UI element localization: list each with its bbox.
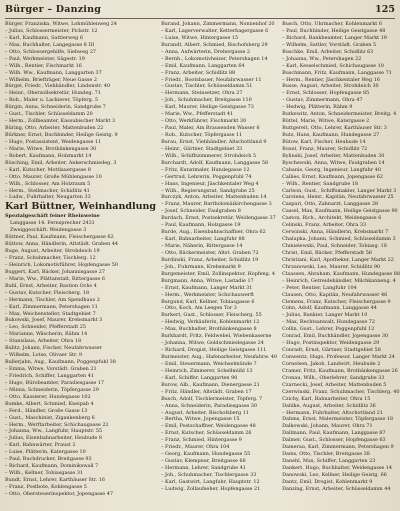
directory-entry: Busch, Adolf, Tischlermeister, Töpferg. 7 [161,395,263,402]
directory-entry: Dankert, Hugo, Buchhalter, Weidengasse 14 [282,465,393,471]
directory-entry: Caston, Rich., Architekt, Weidengasse 6 [282,215,382,222]
directory-entry: – Wilh., Regierungsrat, Sandgrube 25 [161,187,255,194]
directory-entry: – Wilhelm, Briefträger, Neue Gasse 2 [5,76,97,83]
directory-entry: Büttner, Paul, Kaufmann, Fleischergasse 62 [5,234,114,241]
directory-entry: – Heinrich, Getreidehändler, Milchkanneng. 4 [282,277,396,284]
directory-entry: Bullerjahn, Aug., Kaufmann, Poggenpfuhl 38 [5,359,116,366]
directory-entry: – Karl, Kutscher, Mottlauergasse 8 [5,166,91,173]
directory-entry: – Heinrich, Lokomotivführer, Hopfengasse 50 [5,261,118,268]
directory-entry: Buschmann, Fritz, Kaufmann, Langgasse 71 [282,69,392,76]
directory-entry: Burand, Johann, Zimmermann, Nonnenhof 20 [161,21,275,27]
directory-entry: – Franz, Postbote, Kohlengasse 5 [5,483,87,490]
directory-entry: Clemens, Franz, Kutscher, Fleischergasse 9 [282,298,391,305]
directory-entry: – Gustav, Tischler, Schüsseldamm 51 [161,83,253,90]
directory-entry: – Hedwig, Verkäuferin, Kohlenmarkt 12 [161,319,260,326]
directory-entry: Bürkner, Ernst, Buchbinder, Heilige Geistg. 9 [5,132,118,138]
directory-entry: – Julius, Bankier, Langer Markt 10 [282,312,368,319]
directory-entry: Burgund, Karl, Kellner, Tobiasgasse 6 [161,298,255,305]
directory-entry: Christ, Emil, Bäcker, Pfefferstadt 56 [282,249,372,256]
directory-entry: Conradt, Ernst, Gärtner, Stadtgebiet 58 [282,347,381,354]
directory-entry: – Karl, Kaufmann, Sattlerweg 6 [5,34,83,41]
directory-entry: – Minna, Schneiderin, Töpfergasse 29 [5,386,99,393]
directory-entry: – Leo, Schneider, Pfefferstadt 25 [5,324,86,331]
directory-entry: Butz, Hans, Kaufmann, Hundegasse 27 [282,132,380,138]
directory-entry: – Josef, Schneider, Faulgraben 8 [161,208,241,215]
directory-entry: – Hugo, Bürobeamter, Paradiesgasse 17 [5,379,105,386]
directory-entry: – Robert, Kaufmann, Holzmarkt 14 [5,152,92,159]
directory-entry: Chalupka, Johann, Schmied, Schüsseldamm 3 [282,236,396,243]
directory-entry: Dahms, Ernst, Malermeister, Töpfergasse 18 [282,416,394,423]
directory-entry: – Paul, Maler, Am Brausenden Wasser 6 [161,125,260,132]
directory-entry: Burgmann, Anna, Witwe, Lastadie 17 [161,277,254,284]
directory-entry: – Peter, Rentier, Langfuhr 104 [282,284,357,291]
directory-entry: – Max, Buchhalter, Langegasse 8 III [5,41,95,48]
directory-entry: Dams, Otto, Tischler, Breitgasse 38 [282,451,370,458]
directory-entry: – Emil, Kaufmann, Langgarten 64 [161,62,245,69]
directory-entry: – Otto, Bäckermeister, Altst. Graben 72 [161,249,259,256]
directory-entry: – Heinrich, Zimmerer, Schellmühl 13 [161,367,253,374]
directory-entry: – Marianne, Wäscherin, Rähm 14 [5,331,88,338]
column-right [282,21,400,509]
directory-entry: – Hugo, Postinspektor, Weidengasse 29 [282,340,380,347]
directory-entry: – Heinr., Oberzollsekretär, Hundeg. 71 [5,90,101,97]
directory-entry: Buggert, Karl, Bäcker, Johannisgasse 27 [5,268,105,275]
directory-entry: Bumke, Albert, Schmied, Kneipab 4 [5,400,94,407]
directory-entry: Damerau, Karl, Zimmermann, Petershagen 9 [282,444,394,451]
directory-entry: – Marie, Ww., Pfefferstadt 41 [161,111,234,118]
directory-entry: – Gust., Maschinist, Zigankenberg 6 [5,414,95,421]
directory-entry: Burchardt, Adolf, Kaufmann, Langgasse 58 [161,159,269,166]
directory-entry: – Hedwig, Plätterin, Rähm 9 [282,104,353,111]
directory-entry: Langgasse 14. Fernsprecher 2431 [10,220,95,227]
directory-entry: Burau, Ernst, Viehhändler, Altschottland 9 [161,138,267,145]
directory-entry: – Johanna, Ww., Langfuhr, Hauptstr. 55 [5,428,103,435]
directory-entry: – Friedrich, Schiffer, Langgarten 41 [5,372,94,379]
directory-entry: Chrzanowski, Leo, Maurer, Schidlitz 90 [282,263,381,270]
directory-entry: Burde, Aug., Eisenbahnschaffner, Ohra 62 [161,229,266,236]
directory-entry: – Ludwig, Zollaufseher, Hopfengasse 21 [161,485,261,492]
directory-entry: – Emil, Steuermann, Weichselmünde 7 [161,360,257,367]
directory-entry: – Anna, Aufwärterin, Drehergasse 2 [161,48,251,55]
directory-entry: Burkert, Gust., Schlosser, Fleischerg. 55 [161,312,262,319]
directory-entry: – Joh., Schuhmacher, Tischlergasse 33 [161,471,257,478]
directory-entry: Claassen, Abraham, Kaufmann, Hundegasse 88 [282,270,400,277]
directory-entry: – Hermann, Steinsetzer, Ohra 27 [161,90,243,97]
directory-entry: – Karl, Bahnarbeiter, Langfuhr 88 [161,236,245,243]
directory-entry: – Anna, Schneiderin, Paradiesgasse 30 [161,402,258,409]
directory-entry: – Ferd., Händler, Große Gasse 13 [5,407,88,414]
directory-entry: – Herm., Rentier, Jäschkentaler Weg 16 [282,76,380,83]
directory-entry: Burmeister, Aug., Hafenarbeiter, Neufahrw. 40 [161,354,278,360]
directory-entry: Bürgel, Friedr., Viehhändler, Lindenstr. 40 [5,83,111,90]
directory-entry: Bürger, Franziska, Witwe, Lohmühlenweg 24 [5,21,117,27]
directory-entry: Callies, Ernst, Kaufmann, Jopengasse 62 [282,173,383,180]
directory-entry: Dantz, Emil, Drogist, Kohlenmarkt 9 [282,478,373,485]
directory-entry: – Wilh. Ww., Kaufmann, Langgarten 37 [5,69,102,76]
directory-entry: Dallmann, Paul, Kaufmann, Langgasse 87 [282,430,386,437]
directory-entry: Buttgereit, Otto, Lehrer, Karthäuser Str. 3 [282,125,387,132]
column-left [5,21,156,509]
directory-entry: – Ludw., Fuhrhalter, Neugarten 33 [5,194,91,201]
directory-entry: Karl Büttner, Weinhandlung [5,201,157,213]
directory-entry: Conwentz, Hugo, Professor, Langer Markt 24 [282,354,395,360]
directory-entry: – Karl, Schiffer, Langgarten 90 [161,374,238,381]
directory-entry: – Max, Buchhalter, Brotbänkengasse 8 [161,326,257,333]
directory-entry: Dalmer, Gust., Schlosser, Hopfengasse 63 [282,437,386,444]
directory-entry: Buhl, Ernst, Arbeiter, Bastion Ochs 4 [5,282,97,289]
directory-entry: Dalkowski, Johann, Maurer, Ohra 71 [282,423,373,430]
directory-entry: Burow, Alb., Kaufmann, Dienergasse 21 [161,381,260,388]
directory-entry: – Paul, Buchbinder, Heilige Geistgasse 48 [282,27,386,34]
directory-entry: Conrad, Emil, Buchhändler, Jopengasse 30 [282,333,389,340]
page-number: 125 [375,4,395,15]
directory-entry: Caspari, Otto, Zahnarzt, Langgasse 28 [282,201,379,208]
directory-entry: – Wilh., Schlosser, Am Holzraum 5 [5,180,91,187]
directory-entry: – Richard, Kaufmann, Dominikswall 7 [5,463,99,470]
directory-entry: – Marie, Ww., Plättanstalt, Rittergasse 6 [5,275,105,282]
directory-entry: – Franz, Schuhmacher, Tischlerg. 12 [5,255,96,261]
header-title: Bürger – Danzing [5,4,102,15]
directory-entry: – Wilh., Rentier, Sandgrube 18 [282,180,359,187]
directory-entry: – Karl, Zimmermann, Petershagen 11 [5,303,98,310]
directory-entry: Buschke, Emil, Arbeiter, Schidlitz 63 [282,48,374,55]
directory-entry: Cabanis, Georg, Ingenieur, Langfuhr 40 [282,166,381,173]
directory-entry: Czerwinski, Franz, Schuhmacher, Tischlerg. 40 [282,388,400,395]
directory-entry: – Georg, Kaufmann, Hundegasse 55 [161,451,251,458]
directory-entry: – Joh., Schuhmacher, Breitgasse 110 [161,97,252,104]
directory-entry: – Gust., Tischler, Schüsseldamm 20 [5,111,93,118]
directory-entry: – Karl, Kesselschmied, Schichaugasse 10 [282,62,384,69]
directory-entry: – Karl, Lagerverwalter, Ketterhagergasse 6 [161,27,269,34]
directory-entry: – Friedr., Maurer, Ohra 104 [161,444,230,451]
directory-entry: Collin, Gust., Lehrer, Poggenpfuhl 12 [282,326,375,333]
directory-entry: – Friedr., Bootsbauer, Neufahrwasser 11 [161,76,262,83]
directory-entry: – Paul, Buchdrucker, Breitgasse 93 [5,456,92,463]
directory-entry: – Otto, Schlossergehilfe, Siebweg 27 [5,48,97,55]
directory-entry: – August, Arbeiter, Bischofsberg 11 [161,409,249,416]
directory-entry: Byschewski, Anna, Witwe, Faulgraben 14 [282,159,385,166]
directory-entry: – Richard, Bankbeamter, Langer Markt 19 [282,34,387,41]
directory-entry: Bylinski, Josef, Arbeiter, Mattenbuden 30 [282,152,385,159]
directory-entry: Buxel, Franz, Maurer, Schidlitz 72 [282,145,368,152]
directory-entry: – Wilhelm, Lotse, Olivaer Str. 9 [5,352,83,359]
directory-entry: Burdinski, Franz, Arbeiter, Schidlitz 19 [161,256,259,263]
directory-entry: – Otto, Obersteuerinspektor, Jopengasse 47 [5,490,113,497]
directory-entry: – Ernst, Kutscher, Schüsseldamm 26 [161,430,252,437]
directory-entry: Clausen, Otto, Kapitän, Neufahrwasser 46 [282,291,388,298]
directory-entry: Burandt, Albert, Schmied, Bischofsberg 29 [161,41,268,48]
directory-entry: – Stanislaus, Arbeiter, Ohra 18 [5,338,82,345]
directory-entry: – Emil, Postschaffner, Weidengasse 48 [161,423,256,430]
directory-entry: – Ernst, Schlosser, Hopfengasse 85 [282,90,370,97]
directory-entry: Cerwinski, Anna, Händlerin, Krebsmarkt 7 [282,229,389,236]
directory-entry: – Herm., Stellmacher, Schidlitz 41 [5,187,90,194]
directory-entry: Spezialgeschäft feiner Rheinweine [5,213,100,220]
directory-entry: – Otto, Kassierer, Hundegasse 102 [5,393,91,400]
directory-entry: – Wilh., Kellner, Tobiasgasse 31 [5,470,84,477]
directory-entry: Christiani, Karl, Apotheker, Langer Markt 22 [282,256,394,263]
directory-entry: – Max, Weichensteller, Stadtgebiet 7 [5,310,96,317]
directory-entry: Bulitz, Johann, Fischer, Neufahrwasser [5,345,102,352]
directory-entry: – Wilhelm, Sattler, Vorstädt. Graben 5 [282,41,377,48]
directory-entry: Burgemeister, Emil, Zollinspektor, Hopfeng. 4 [161,270,276,277]
directory-entry: – Marie, Witwe, Brotbänkengasse 30 [5,145,97,152]
directory-entry: Dahlke, August, Arbeiter, Schidlitz 36 [282,402,376,409]
directory-entry: – Karl, Maurer, Heilige Geistgasse 73 [161,104,254,111]
directory-entry: Burkhardt, Fritz, Feldwebel, Wiebenkaserne [161,333,272,340]
directory-entry: – Richard, Drogist, Heilige Geistgasse 111 [161,347,267,354]
directory-entry: – Herm., Werftarbeiter, Schichaugasse 22 [5,421,109,428]
directory-entry: – Rob., Kutscher, Töpfergasse 11 [161,132,243,138]
directory-entry: Büring, Otto, Arbeiter, Mattenbuden 22 [5,125,104,132]
directory-entry: – Paul, Kaufmann, Holzgasse 19 [161,222,241,229]
directory-entry: – Otto, Koch, Am Leegen Tor 3 [161,305,237,312]
directory-entry: – Karl, Bahnwärter, Praust 2 [5,442,76,449]
directory-entry: Busch, Otto, Uhrmacher, Kohlenmarkt 6 [282,21,382,27]
directory-entry: Bütow, Karl, Fischer, Heubude 14 [282,138,366,145]
directory-entry: – Hans, Ingenieur, Jäschkentaler Weg 4 [161,180,259,187]
directory-entry: Cornelsen, Jakob, Landwirt, Heubude 2 [282,360,381,367]
directory-entry: – Hermann, Lehrer, Sandgrube 41 [161,465,246,471]
directory-entry: Cronau, Wilh., Oberlehrer, Sandgrube 33 [282,374,385,381]
directory-entry: Burdach, Ernst, Postsekretär, Weidengasse 37 [161,215,276,222]
directory-entry: Zweiggeschäft: Weidengasse 3 [10,227,87,234]
directory-entry: Büttel, Marie, Witwe, Katergasse 2 [282,118,370,125]
directory-entry: – Julius, Eisenbahnarbeiter, Heubude 8 [5,435,102,442]
directory-entry: Bürgin, Anna, Schneiderin, Sandgrube 7 [5,104,106,111]
directory-entry: – Paul, Werkmeister, Sägestr. 19 [5,55,85,62]
directory-entry: – Max, Rechtsanwalt, Hundegasse 72 [282,319,375,326]
directory-entry: – Julius, Schlossermeister, Pickstr. 12 [5,27,98,34]
directory-entry: – Franz, Schmied, Hintergasse 9 [161,437,242,444]
directory-columns [5,21,400,509]
directory-entry: – Gustav, Klempner, Breitgasse 66 [161,458,246,465]
directory-entry: – Marie, Näherin, Rittergasse 14 [161,243,243,249]
directory-entry: – Emma, Witwe, Vorstädt. Graben 21 [5,366,97,372]
directory-entry: Carlson, Gust., Schiffsmakler, Langer Markt 3 [282,187,397,194]
directory-entry: – Franz, Arbeiter, Schidlitz 88 [161,69,236,76]
directory-entry: Burczyk, Anton, Arbeiter, Mattenbuden 14 [161,194,267,201]
directory-entry: Buge, August, Arbeiter, Strohdeich 19 [5,248,100,255]
directory-entry: – Hermann, Fuhrhalter, Altschottland 21 [282,409,383,416]
directory-entry: Büttow, Anna, Händlerin, Altstädt. Graben 44 [5,241,119,248]
directory-entry: – Johanna, Witwe, Goldschmiedegasse 24 [161,340,264,347]
directory-entry: – Gertrud, Lehrerin, Poggenpfuhl 74 [161,173,252,180]
directory-entry: – Otto, Maurer, Große Mühlengasse 10 [5,173,102,180]
directory-entry: Chmielewski, Paul, Schneider, Tobiasg. 18 [282,243,387,249]
directory-entry: Danowski, Leo, Kellner, Heilige Geistg. 66 [282,471,387,478]
directory-entry: – Heinr., Gärtner, Stadtgebiet 33 [161,145,243,152]
directory-entry: – Bernh., Lokomotivheizer, Petershagen 14 [161,55,268,62]
directory-entry: Bukowski, Josef, Maurer, Krebsmarkt 3 [5,317,103,324]
directory-entry: Büsching, Emil, Arbeiter, Ankerschmiedeg. 3 [5,159,117,166]
directory-entry: Danehl, Max, Schiffer, Langgarten 23 [282,458,376,465]
directory-entry: Bundt, Ernst, Lehrer, Karthäuser Str. 16 [5,477,106,483]
column-middle [161,21,277,509]
directory-entry: Czarnecki, Josef, Arbeiter, Mattenbuden 5 [282,381,387,388]
directory-entry: – Herm., Werkmeister, Schichauwerft [161,291,255,298]
directory-entry: – Karl, Gastwirt, Langfuhr, Hauptstr. 12 [161,478,260,485]
directory-entry: – Franz, Maurer, Bartholomäikirchengasse 3 [161,201,272,208]
directory-entry: – Fritz, Händler, Altstädt. Graben 17 [161,388,252,395]
directory-entry: – Otto, Werkführer, Fischmarkt 30 [161,118,247,125]
directory-entry: Cohn, Adolf, Kaufmann, Langgasse 44 [282,305,377,312]
directory-entry: – Hugo, Postassistent, Weidengasse 11 [5,138,102,145]
directory-entry: Busse, August, Arbeiter, Strohdeich 30 [282,83,379,90]
directory-entry: Celinski, Franz, Arbeiter, Ohra 33 [282,222,367,229]
directory-entry: – Rob., Maler u. Lackierer, Töpferg. 5 [5,97,98,104]
directory-entry: – Wilh., Schiffszimmerer, Strohdeich 5 [161,152,257,159]
directory-entry: – Gustav, Zimmermann, Ohra 47 [282,97,363,104]
directory-entry: Danzing, Ernst, Arbeiter, Schüsseldamm 44 [282,485,391,492]
directory-entry: – Gustav, Kutscher, Fleischerg. 18 [5,289,90,296]
directory-entry: Czichy, Karl, Bahnarbeiter, Ohra 15 [282,395,371,402]
directory-entry: – Bertha, Witwe, Jopengasse 15 [161,416,240,423]
directory-entry: – Johanna, Ww., Petershagen 22 [282,55,362,62]
directory-entry: – Luise, Plätterin, Katergasse 10 [5,449,86,456]
directory-entry: – Hermann, Tischler, Am Spendhaus 2 [5,296,100,303]
directory-entry: – Herm., Zollbeamter, Kassubischer Markt 3 [5,118,116,125]
directory-entry: Carstens, Heinr., Kapitän, Neufahrwasser 25 [282,194,394,201]
directory-entry: – Ernst, Kaufmann, Langer Markt 31 [161,284,253,291]
directory-entry: Cramer, Fritz, Kaufmann, Brotbänkengasse 26 [282,367,398,374]
directory-entry: Cassel, Max, Kaufmann, Heilige Geistgasse 90 [282,208,398,215]
directory-entry: – Joh., Fuhrmann, Krebsmarkt 9 [161,263,241,270]
directory-entry: – Fritz, Kunstmaler, Hundegasse 12 [161,166,250,173]
directory-entry: – Luise, Witwe, Hintergasse 15 [161,34,239,41]
directory-entry: Butkewitz, Anton, Schneidermeister, Breitg. 4 [282,111,397,118]
directory-entry: – Wilh., Rentier, Fischmarkt 16 [5,62,82,69]
running-header [5,4,395,19]
